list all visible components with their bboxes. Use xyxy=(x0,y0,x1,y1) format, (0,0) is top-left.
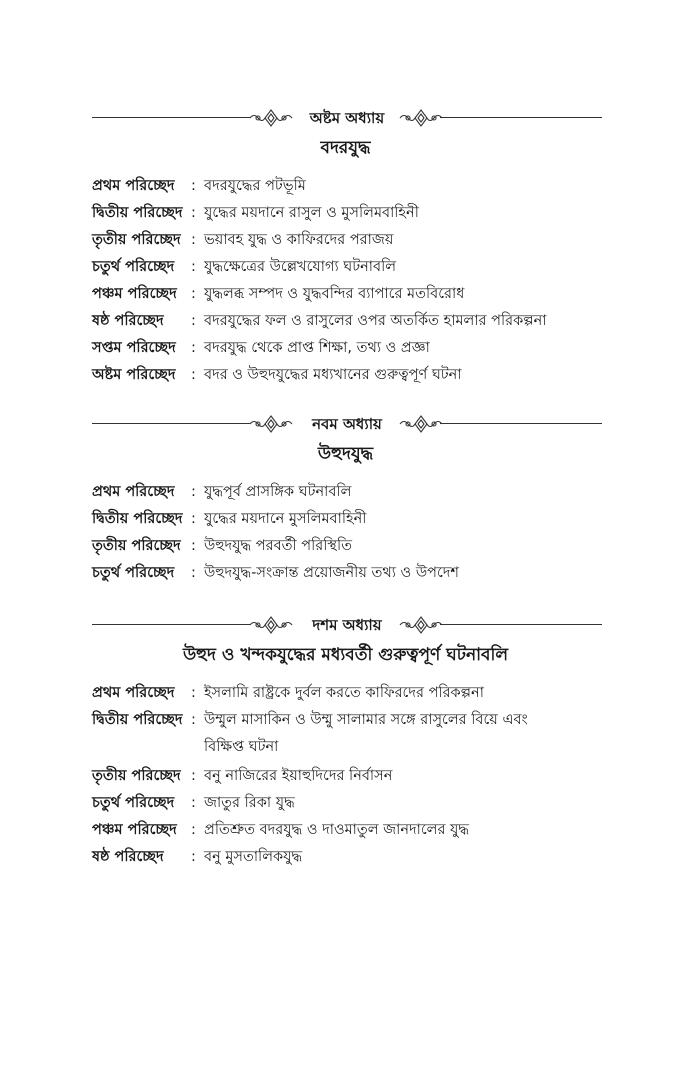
toc-row[interactable] xyxy=(0,844,691,871)
section-title: প্রতিশ্রুত বদরযুদ্ধ ও দাওমাতুল জানদালের যুদ্ধ xyxy=(204,822,470,838)
separator: : xyxy=(191,822,196,838)
section-label: চতুর্থ পরিচ্ছেদ xyxy=(92,795,175,811)
divider-line xyxy=(440,423,602,424)
toc-row[interactable] xyxy=(0,281,691,308)
section-label: পঞ্চম পরিচ্ছেদ xyxy=(92,286,177,302)
section-title: যুদ্ধলব্ধ সম্পদ ও যুদ্ধবন্দির ব্যাপারে মতবিরোধ xyxy=(204,286,465,302)
toc-row[interactable] xyxy=(0,560,691,587)
separator: : xyxy=(191,367,196,383)
section-label: দ্বিতীয় পরিচ্ছেদ xyxy=(92,712,183,728)
chapter-title: অষ্টম অধ্যায় xyxy=(309,109,385,127)
section-label: দ্বিতীয় পরিচ্ছেদ xyxy=(92,511,183,527)
toc-row[interactable] xyxy=(0,200,691,227)
section-list xyxy=(0,479,691,587)
section-title: বদরযুদ্ধের পটভূমি xyxy=(204,178,306,194)
divider-line xyxy=(92,423,250,424)
separator: : xyxy=(191,178,196,194)
separator: : xyxy=(191,259,196,275)
chapter-title: নবম অধ্যায় xyxy=(312,415,382,433)
toc-row[interactable] xyxy=(0,817,691,844)
section-title: উহুদযুদ্ধ-সংক্রান্ত প্রয়োজনীয় তথ্য ও উপদেশ xyxy=(204,565,459,581)
section-title: বনু মুসতালিকযুদ্ধ xyxy=(204,849,303,865)
chapter-heading xyxy=(0,107,691,129)
section-label: সপ্তম পরিচ্ছেদ xyxy=(92,340,176,356)
chapter-9 xyxy=(0,413,691,587)
section-label: তৃতীয় পরিচ্ছেদ xyxy=(92,768,181,784)
section-list xyxy=(0,680,691,871)
section-label: অষ্টম পরিচ্ছেদ xyxy=(92,367,176,383)
section-label: চতুর্থ পরিচ্ছেদ xyxy=(92,259,175,275)
flourish-icon xyxy=(396,107,446,129)
toc-row[interactable] xyxy=(0,362,691,389)
separator: : xyxy=(191,565,196,581)
section-title: ইসলামি রাষ্ট্রকে দুর্বল করতে কাফিরদের পরিকল্পনা xyxy=(204,685,484,701)
section-label: দ্বিতীয় পরিচ্ছেদ xyxy=(92,205,183,221)
flourish-icon xyxy=(396,413,446,435)
section-title: যুদ্ধক্ষেত্রের উল্লেখযোগ্য ঘটনাবলি xyxy=(204,259,397,275)
divider-line xyxy=(440,117,602,118)
divider-line xyxy=(92,624,250,625)
flourish-icon xyxy=(246,614,296,636)
flourish-icon xyxy=(246,107,296,129)
flourish-icon xyxy=(246,413,296,435)
section-title: জাতুর রিকা যুদ্ধ xyxy=(204,795,295,811)
chapter-subtitle: উহুদযুদ্ধ xyxy=(317,444,374,464)
separator: : xyxy=(191,768,196,784)
section-title: বনু নাজিরের ইয়াহুদিদের নির্বাসন xyxy=(204,768,393,784)
divider-line xyxy=(440,624,602,625)
section-label: প্রথম পরিচ্ছেদ xyxy=(92,484,175,500)
separator: : xyxy=(191,685,196,701)
separator: : xyxy=(191,538,196,554)
section-label: তৃতীয় পরিচ্ছেদ xyxy=(92,232,181,248)
separator: : xyxy=(191,286,196,302)
section-title: ভয়াবহ যুদ্ধ ও কাফিরদের পরাজয় xyxy=(204,232,394,248)
flourish-icon xyxy=(396,614,446,636)
toc-row[interactable] xyxy=(0,335,691,362)
section-label: পঞ্চম পরিচ্ছেদ xyxy=(92,822,177,838)
toc-row[interactable] xyxy=(0,506,691,533)
section-label: প্রথম পরিচ্ছেদ xyxy=(92,178,175,194)
section-list xyxy=(0,173,691,389)
separator: : xyxy=(191,712,196,728)
chapter-title: দশম অধ্যায় xyxy=(312,616,382,634)
section-title: উম্মুল মাসাকিন ও উম্মু সালামার সঙ্গে রাসুলের বিয়ে এবং বিক্ষিপ্ত ঘটনা xyxy=(204,712,528,755)
section-label: প্রথম পরিচ্ছেদ xyxy=(92,685,175,701)
separator: : xyxy=(191,313,196,329)
toc-row[interactable] xyxy=(0,227,691,254)
chapter-heading xyxy=(0,614,691,636)
toc-row[interactable] xyxy=(0,308,691,335)
separator: : xyxy=(191,340,196,356)
section-title: বদর ও উহুদযুদ্ধের মধ্যখানের গুরুত্বপূর্ণ ঘটনা xyxy=(204,367,462,383)
divider-line xyxy=(92,117,250,118)
section-title: বদরযুদ্ধ থেকে প্রাপ্ত শিক্ষা, তথ্য ও প্রজ্ঞা xyxy=(204,340,430,356)
separator: : xyxy=(191,232,196,248)
section-label: চতুর্থ পরিচ্ছেদ xyxy=(92,565,175,581)
toc-row[interactable] xyxy=(0,254,691,281)
separator: : xyxy=(191,849,196,865)
section-label: ষষ্ঠ পরিচ্ছেদ xyxy=(92,313,164,329)
chapter-10 xyxy=(0,614,691,871)
chapter-heading xyxy=(0,413,691,435)
section-label: তৃতীয় পরিচ্ছেদ xyxy=(92,538,181,554)
toc-row[interactable] xyxy=(0,680,691,707)
toc-row[interactable] xyxy=(0,173,691,200)
toc-row[interactable] xyxy=(0,533,691,560)
section-title: বদরযুদ্ধের ফল ও রাসুলের ওপর অতর্কিত হামলার পরিকল্পনা xyxy=(204,313,547,329)
toc-row[interactable] xyxy=(0,479,691,506)
toc-row[interactable] xyxy=(0,763,691,790)
section-title: উহুদযুদ্ধ পরবর্তী পরিস্থিতি xyxy=(204,538,353,554)
separator: : xyxy=(191,484,196,500)
toc-row[interactable] xyxy=(0,707,691,763)
toc-row[interactable] xyxy=(0,790,691,817)
chapter-subtitle: উহুদ ও খন্দকযুদ্ধের মধ্যবর্তী গুরুত্বপূর্ণ ঘটনাবলি xyxy=(182,645,509,665)
separator: : xyxy=(191,205,196,221)
separator: : xyxy=(191,795,196,811)
chapter-subtitle: বদরযুদ্ধ xyxy=(320,138,371,158)
section-title: যুদ্ধের ময়দানে রাসুল ও মুসলিমবাহিনী xyxy=(204,205,419,221)
section-title: যুদ্ধের ময়দানে মুসলিমবাহিনী xyxy=(204,511,367,527)
separator: : xyxy=(191,511,196,527)
section-label: ষষ্ঠ পরিচ্ছেদ xyxy=(92,849,164,865)
section-title: যুদ্ধপূর্ব প্রাসঙ্গিক ঘটনাবলি xyxy=(204,484,352,500)
chapter-8 xyxy=(0,107,691,389)
